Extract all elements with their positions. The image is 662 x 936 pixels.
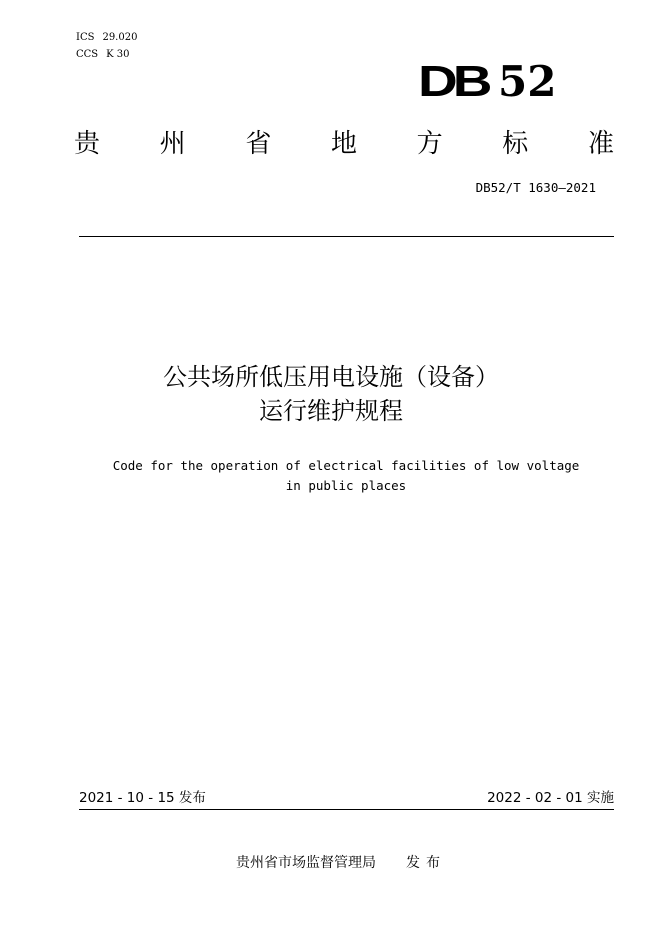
standard-kind-heading: [74, 128, 614, 160]
issue-date: 2021 - 10 - 15 发布: [79, 790, 206, 806]
issued-char: 布: [426, 855, 440, 871]
ccs-label: CCS: [76, 49, 99, 60]
logo-letters: DB: [418, 57, 488, 106]
publisher-line: [0, 854, 662, 872]
ics-value: 29.020: [102, 32, 138, 43]
chinese-title-line-2: 运行维护规程: [259, 397, 403, 425]
ccs-code: [76, 49, 130, 61]
db52-logo: [418, 57, 557, 106]
publisher-issued: [406, 855, 440, 871]
implementation-date: 2022 - 02 - 01 实施: [487, 790, 614, 806]
standard-kind-char: 省: [245, 129, 272, 159]
issued-char: 发: [406, 855, 420, 871]
publisher-name: 贵州省市场监督管理局: [236, 855, 376, 871]
standard-kind-char: 方: [416, 129, 443, 159]
bottom-divider: [79, 809, 614, 810]
standard-kind-char: 贵: [74, 129, 101, 159]
ccs-value: K 30: [106, 49, 130, 60]
ics-label: ICS: [76, 32, 95, 43]
standard-code: DB52/T 1630—2021: [475, 180, 596, 195]
standard-kind-char: 准: [587, 129, 614, 159]
standard-kind-char: 地: [330, 129, 357, 159]
standard-kind-char: 标: [502, 129, 529, 159]
english-title-line-1: Code for the operation of electrical facilities of low voltage: [112, 458, 580, 473]
ics-code: [76, 32, 137, 44]
chinese-title-line-1: 公共场所低压用电设施（设备）: [163, 363, 499, 391]
english-title: [0, 456, 662, 496]
standard-kind-char: 州: [159, 129, 186, 159]
chinese-title: [0, 360, 662, 428]
logo-number: 52: [498, 57, 557, 106]
english-title-line-2: in public places: [285, 478, 407, 493]
top-divider: [79, 236, 614, 237]
